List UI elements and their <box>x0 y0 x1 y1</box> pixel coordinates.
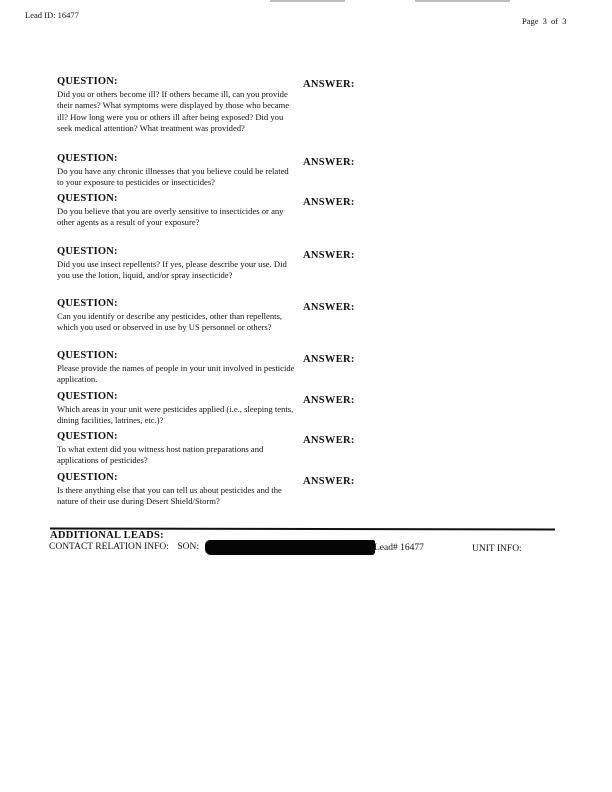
contact-relation-info <box>49 542 199 552</box>
answer-label: ANSWER: <box>303 476 355 487</box>
answer-label: ANSWER: <box>303 395 355 406</box>
question-text: Did you or others become ill? If others became ill, can you provide their names? What symptoms were displayed by those who became ill? How long were you or others ill after being exposed? Did you seek medical attention? What treatment was provided? <box>57 89 290 133</box>
question-label: QUESTION: <box>57 391 118 402</box>
answer-label: ANSWER: <box>303 302 355 313</box>
unit-info-label: UNIT INFO: <box>472 544 522 554</box>
question-block <box>57 76 577 134</box>
question-block <box>57 472 577 508</box>
scan-artifact-line <box>415 0 510 2</box>
answer-label: ANSWER: <box>303 435 355 446</box>
question-label: QUESTION: <box>57 76 118 87</box>
question-text: Do you believe that you are overly sensitive to insecticides or any other agents as a result of your exposure? <box>57 206 284 228</box>
answer-label: ANSWER: <box>303 354 355 365</box>
contact-relation-label: CONTACT RELATION INFO: <box>49 542 169 552</box>
lead-id: Lead ID: 16477 <box>25 10 79 20</box>
question-label: QUESTION: <box>57 246 118 257</box>
question-block <box>57 246 577 282</box>
question-block <box>57 431 577 467</box>
answer-label: ANSWER: <box>303 157 355 168</box>
question-label: QUESTION: <box>57 350 118 361</box>
question-text: Is there anything else that you can tell us about pesticides and the nature of their use during Desert Shield/Storm? <box>57 485 282 507</box>
answer-label: ANSWER: <box>303 197 355 208</box>
question-block <box>57 391 577 427</box>
question-block <box>57 298 577 334</box>
question-label: QUESTION: <box>57 431 118 442</box>
question-text: Which areas in your unit were pesticides applied (i.e., sleeping tents, dining facilities, latrines, etc.)? <box>57 404 294 426</box>
question-text: To what extent did you witness host nation preparations and applications of pesticides? <box>57 444 264 466</box>
question-label: QUESTION: <box>57 153 118 164</box>
question-label: QUESTION: <box>57 298 118 309</box>
question-block <box>57 350 577 386</box>
question-label: QUESTION: <box>57 472 118 483</box>
question-text: Please provide the names of people in your unit involved in pesticide application. <box>57 363 295 385</box>
redaction-block <box>205 540 375 555</box>
question-block <box>57 153 577 189</box>
lead-number: Lead# 16477 <box>374 543 424 553</box>
question-text: Do you have any chronic illnesses that you believe could be related to your exposure to pesticides or insecticides? <box>57 166 289 188</box>
question-text: Did you use insect repellents? If yes, please describe your use. Did you use the lotion, liquid, and/or spray insecticide? <box>57 259 287 281</box>
answer-label: ANSWER: <box>303 79 355 90</box>
question-text: Can you identify or describe any pesticides, other than repellents, which you used or observed in use by US personnel or others? <box>57 311 283 333</box>
page-number: Page 3 of 3 <box>522 16 567 26</box>
relation-label: SON: <box>177 542 199 552</box>
question-block <box>57 193 577 229</box>
scan-artifact-line <box>270 0 345 2</box>
additional-leads-heading: ADDITIONAL LEADS: <box>50 530 164 541</box>
question-label: QUESTION: <box>57 193 118 204</box>
answer-label: ANSWER: <box>303 250 355 261</box>
